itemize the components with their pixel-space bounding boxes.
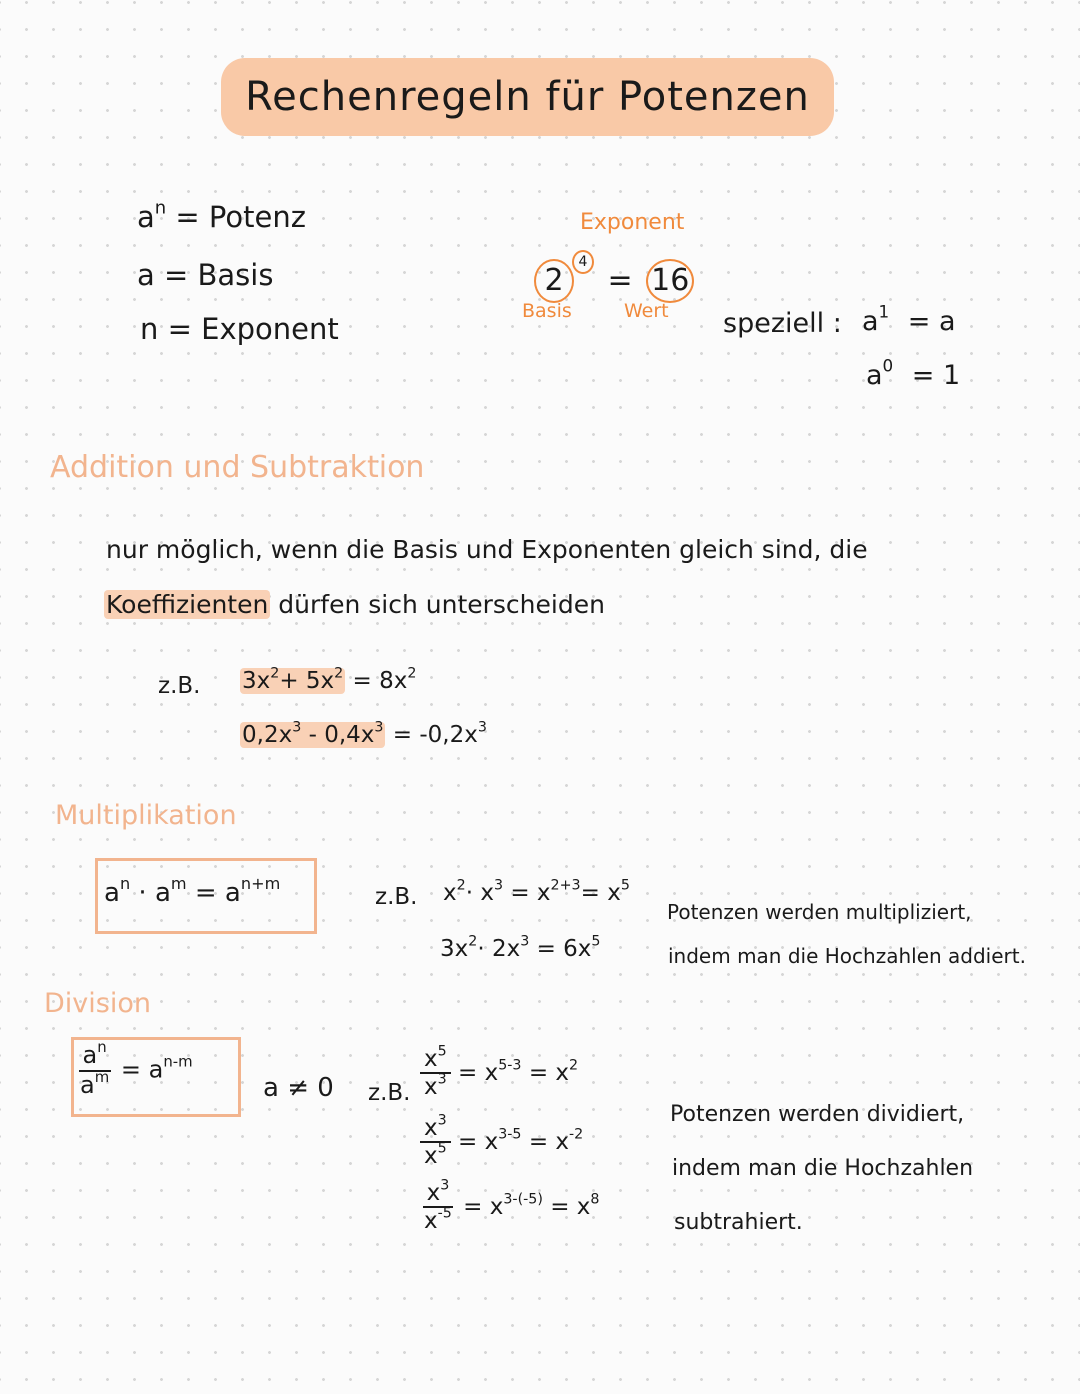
division-note-line2: indem man die Hochzahlen xyxy=(672,1156,974,1181)
division-condition: a ≠ 0 xyxy=(263,1073,334,1103)
definition-base: a = Basis xyxy=(137,258,274,292)
exponent-circle: 4 xyxy=(572,250,594,274)
exponent-label: Exponent xyxy=(580,210,685,235)
title-text: Rechenregeln für Potenzen xyxy=(245,74,810,120)
multiplication-note-line1: Potenzen werden multipliziert, xyxy=(667,900,972,924)
division-rule: $\frac{a^n}{a^m}$ = $a^{n-m}$ xyxy=(80,1037,193,1099)
page-title xyxy=(221,58,834,136)
base-circle: 2 xyxy=(534,259,574,303)
definition-exponent: n = Exponent xyxy=(140,312,339,346)
power-example: 24 = 16 xyxy=(534,250,694,303)
definition-power: $a^n$ = Potenz xyxy=(137,197,306,234)
addition-example-1: $3x^2+ 5x^2 = 8x^2$ xyxy=(242,665,417,694)
multiplication-note-line2: indem man die Hochzahlen addiert. xyxy=(668,944,1026,968)
multiplication-example-1: $x^2\cdot x^3 = x^{2+3}= x^5$ xyxy=(443,877,630,906)
division-example-1: $\frac{x^5}{x^3}$ = $x^{5-3} = x^2$ xyxy=(420,1046,578,1101)
multiplication-zb: z.B. xyxy=(375,884,418,910)
value-circle: 16 xyxy=(646,259,694,303)
division-heading: Division xyxy=(44,988,151,1019)
addition-example-2: $0,2x^3 - 0,4x^3 = -0,2x^3$ xyxy=(242,719,487,748)
special-rule-2: $a^0 = 1$ xyxy=(866,355,961,391)
addition-heading: Addition und Subtraktion xyxy=(50,450,425,485)
value-label: Wert xyxy=(624,300,669,322)
base-label: Basis xyxy=(522,300,572,322)
addition-text-line1: nur möglich, wenn die Basis und Exponenten gleich sind, die xyxy=(106,535,868,564)
coefficient-highlight: Koeffizienten xyxy=(106,590,269,619)
addition-zb: z.B. xyxy=(158,673,201,699)
division-note-line3: subtrahiert. xyxy=(674,1210,803,1235)
multiplication-rule: $a^n \cdot a^m = a^{n+m}$ xyxy=(104,873,281,908)
special-rule-1: $a^1 = a$ xyxy=(862,301,956,337)
addition-text-line2: Koeffizienten dürfen sich unterscheiden xyxy=(106,590,605,619)
multiplication-example-2: $3x^2\cdot 2x^3 = 6x^5$ xyxy=(440,933,601,962)
special-label: speziell : xyxy=(723,308,842,339)
division-example-2: $\frac{x^3}{x^5}$ = $x^{3-5} = x^{-2}$ xyxy=(420,1115,583,1170)
division-zb: z.B. xyxy=(368,1080,411,1106)
multiplication-heading: Multiplikation xyxy=(55,800,237,831)
division-example-3: $\frac{x^3}{x^{-5}}$ = $x^{3-(-5)} = x^8$ xyxy=(424,1177,600,1235)
division-note-line1: Potenzen werden dividiert, xyxy=(670,1102,965,1127)
